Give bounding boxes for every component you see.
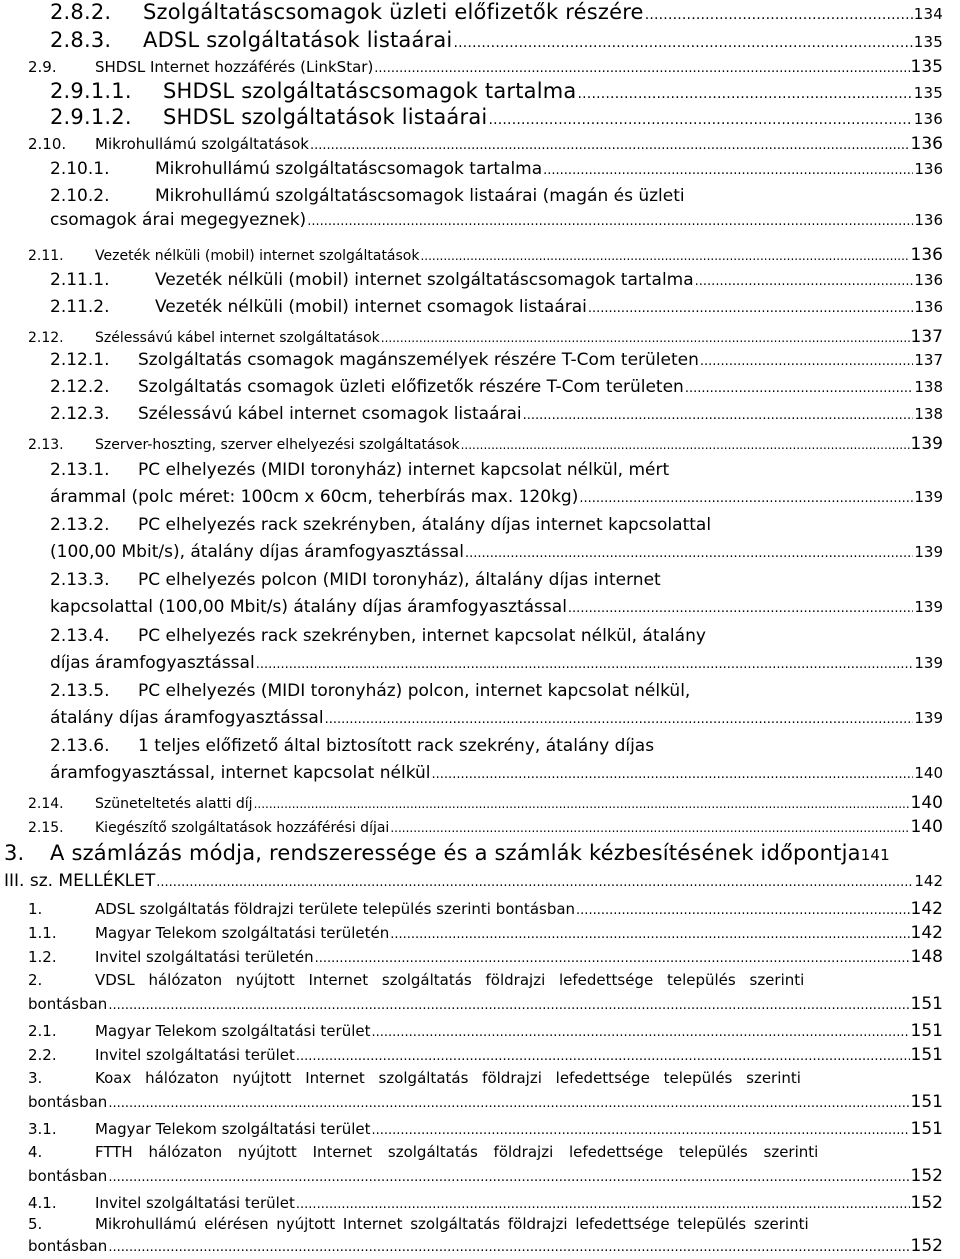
toc-leader [588,301,913,316]
toc-leader [645,7,913,23]
toc-entry[interactable] [50,515,943,562]
toc-page-number: 151 [910,994,943,1014]
toc-leader [296,1197,910,1212]
toc-entry[interactable] [28,1193,943,1213]
toc-page-number: 136 [914,271,943,289]
toc-title-continued: bontásban [28,1167,108,1185]
toc-leader [381,331,910,345]
toc-title: Mikrohullámú szolgáltatáscsomagok listaárai (magán és üzleti [155,186,685,206]
toc-title: SHDSL Internet hozzáférés (LinkStar) [95,58,374,76]
toc-title: Magyar Telekom szolgáltatási terület [95,1120,371,1138]
toc-entry[interactable] [28,817,943,837]
toc-leader [420,249,909,263]
toc-entry[interactable] [28,1045,943,1065]
toc-title: Vezeték nélküli (mobil) internet csomagok listaárai [155,297,587,317]
toc-page-number: 137 [914,351,943,369]
toc-page-number: 152 [910,1193,943,1213]
toc-number: 2.8.3. [50,28,112,52]
toc-entry[interactable] [28,793,943,813]
toc-entry[interactable] [28,923,943,943]
toc-number: 4.1. [28,1194,57,1212]
toc-number: 3.1. [28,1120,57,1138]
toc-page-number: 135 [913,84,943,102]
toc-page-number: 135 [913,33,943,51]
toc-page-number: 139 [910,434,943,454]
toc-title: Szolgáltatás csomagok üzleti előfizetők részére T-Com területen [138,377,684,397]
toc-page-number: 138 [914,378,943,396]
toc-entry[interactable] [28,1069,943,1112]
toc-number: 1. [28,900,43,918]
toc-page-number: 141 [860,846,890,864]
toc-title: Mikrohullámú szolgáltatáscsomagok tartalma [155,159,543,179]
toc-leader [579,491,913,506]
toc-title: Kiegészítő szolgáltatások hozzáférési díjai [95,820,390,836]
toc-title-continued: bontásban [28,1237,108,1255]
toc-title-continued: átalány díjas áramfogyasztással [50,708,324,728]
toc-leader [578,86,913,102]
toc-page-number: 148 [910,947,943,967]
toc-number: 2.10.1. [50,159,110,179]
toc-title: Magyar Telekom szolgáltatási területén [95,924,390,942]
toc-number: 2.9. [28,58,57,76]
toc-number: 1.1. [28,924,57,942]
toc-number: 2.12.2. [50,377,110,397]
toc-leader [256,657,914,672]
toc-leader [371,1025,909,1040]
toc-title: Invitel szolgáltatási területén [95,948,314,966]
toc-leader [695,274,914,289]
toc-leader [488,112,912,128]
toc-title: VDSL hálózaton nyújtott Internet szolgáltatás földrajzi lefedettsége település szerinti [95,971,805,989]
toc-leader [453,35,912,51]
toc-entry[interactable] [50,350,943,370]
toc-title-continued: bontásban [28,1093,108,1111]
toc-leader [461,438,910,452]
toc-leader [108,998,909,1013]
toc-number: 4. [28,1143,43,1161]
toc-title: PC elhelyezés rack szekrényben, internet kapcsolat nélkül, átalány [138,626,706,646]
toc-leader [254,797,910,811]
toc-entry[interactable] [28,327,943,347]
toc-leader [307,214,913,229]
toc-page-number: 134 [913,5,943,23]
toc-number: 2.13. [28,437,64,453]
toc-title: Szélessávú kábel internet szolgáltatások [95,330,380,346]
toc-leader [374,61,909,76]
toc-title: Szüneteltetés alatti díj [95,796,253,812]
toc-title: Magyar Telekom szolgáltatási terület [95,1022,371,1040]
toc-number: 2.13.6. [50,736,110,756]
toc-number: 3. [4,841,25,865]
toc-number: 1.2. [28,948,57,966]
toc-entry[interactable] [50,159,943,179]
toc-entry[interactable] [50,460,943,507]
toc-leader [432,767,914,782]
toc-title: Szolgáltatáscsomagok üzleti előfizetők részére [143,0,644,24]
toc-number: 2.13.4. [50,626,110,646]
toc-entry[interactable] [50,0,943,24]
toc-page-number: 136 [914,211,943,229]
toc-page-number: 139 [914,543,943,561]
toc-entry[interactable] [28,434,943,454]
toc-page-number: 140 [910,793,943,813]
toc-title: SHDSL szolgáltatáscsomagok tartalma [163,79,577,103]
toc-page-number: 140 [910,817,943,837]
toc-title: A számlázás módja, rendszeressége és a számlák kézbesítésének időpontja [50,841,861,865]
toc-title: ADSL szolgáltatások listaárai [143,28,453,52]
toc-page-number: 139 [914,488,943,506]
toc-number: 2.13.1. [50,460,110,480]
toc-number: 3. [28,1069,43,1087]
toc-entry[interactable] [50,404,943,424]
toc-title: PC elhelyezés (MIDI toronyház) polcon, internet kapcsolat nélkül, [138,681,691,701]
toc-number: 2.2. [28,1046,57,1064]
toc-title: PC elhelyezés (MIDI toronyház) internet kapcsolat nélkül, mért [138,460,670,480]
toc-number: 2.11. [28,248,64,264]
toc-leader [325,712,914,727]
toc-entry[interactable] [28,971,943,1014]
toc-entry[interactable] [28,134,943,154]
toc-number: 2.8.2. [50,0,112,24]
toc-page-number: 151 [910,1045,943,1065]
toc-page-number: 139 [914,598,943,616]
toc-title-continued: díjas áramfogyasztással [50,653,255,673]
toc-number: 2.9.1.2. [50,105,132,129]
toc-title-continued: bontásban [28,995,108,1013]
toc-title: 1 teljes előfizető által biztosított rack szekrény, átalány díjas [138,736,655,756]
toc-leader [108,1240,909,1255]
toc-leader [310,138,910,153]
toc-leader [156,875,913,890]
toc-title: Mikrohullámú szolgáltatások [95,135,309,153]
toc-page-number: 139 [914,654,943,672]
toc-page-number: 136 [913,110,943,128]
toc-number: 2.13.2. [50,515,110,535]
toc-title: Koax hálózaton nyújtott Internet szolgáltatás földrajzi lefedettsége település szerinti [95,1069,801,1087]
toc-title-continued: csomagok árai megegyeznek) [50,210,307,230]
toc-leader [108,1170,909,1185]
toc-title: Vezeték nélküli (mobil) internet szolgáltatáscsomagok tartalma [155,270,694,290]
toc-entry[interactable] [50,626,943,673]
toc-title: SHDSL szolgáltatások listaárai [163,105,488,129]
toc-number: 2.9.1.1. [50,79,132,103]
toc-page-number: 152 [910,1166,943,1186]
toc-title: Szélessávú kábel internet csomagok listaárai [138,404,522,424]
toc-entry[interactable] [28,1215,943,1256]
toc-number: 2.10. [28,135,67,153]
toc-entry[interactable] [50,681,943,728]
toc-leader [390,927,909,942]
toc-number: 2.11.2. [50,297,110,317]
toc-page-number: 137 [910,327,943,347]
toc-number: 2.10.2. [50,186,110,206]
toc-entry[interactable] [28,57,943,77]
toc-number: 2.12. [28,330,64,346]
toc-title-continued: (100,00 Mbit/s), átalány díjas áramfogyasztással [50,542,464,562]
toc-page-number: 151 [910,1021,943,1041]
toc-entry[interactable] [4,841,943,865]
toc-title: PC elhelyezés polcon (MIDI toronyház), általány díjas internet [138,570,661,590]
toc-title-continued: kapcsolattal (100,00 Mbit/s) átalány díjas áramfogyasztással [50,597,567,617]
toc-number: 2.12.1. [50,350,110,370]
toc-page-number: 138 [914,405,943,423]
toc-number: 2.15. [28,820,64,836]
toc-leader [523,408,914,423]
toc-page-number: 136 [910,134,943,154]
toc-number: 2.1. [28,1022,57,1040]
toc-leader [315,951,910,966]
toc-number: 2.11.1. [50,270,110,290]
toc-page-number: 136 [914,160,943,178]
toc-page-number: 142 [910,899,943,919]
toc-title: Szerver-hoszting, szerver elhelyezési szolgáltatások [95,437,460,453]
toc-page-number: 139 [914,709,943,727]
toc-title: Szolgáltatás csomagok magánszemélyek részére T-Com területen [138,350,699,370]
toc-page-number: 140 [914,764,943,782]
toc-page-number: 135 [910,57,943,77]
toc-entry[interactable] [28,1119,943,1139]
toc-title: FTTH hálózaton nyújtott Internet szolgáltatás földrajzi lefedettsége település szerinti [95,1143,819,1161]
toc-number: 5. [28,1215,43,1233]
toc-page-number: 151 [910,1119,943,1139]
toc-leader [576,903,910,918]
toc-leader [390,821,909,835]
toc-entry[interactable] [28,947,943,967]
toc-page-number: 142 [910,923,943,943]
toc-page-number: 151 [910,1092,943,1112]
toc-entry[interactable] [50,297,943,317]
toc-title: Mikrohullámú elérésen nyújtott Internet szolgáltatás földrajzi lefedettsége település szerinti [95,1215,809,1233]
toc-entry[interactable] [4,871,943,891]
toc-leader [296,1049,910,1064]
toc-number: 2.13.3. [50,570,110,590]
toc-number: 2.14. [28,796,64,812]
toc-leader [465,546,913,561]
toc-entry[interactable] [50,79,943,103]
toc-leader [568,601,913,616]
toc-entry[interactable] [50,105,943,129]
toc-title: Vezeték nélküli (mobil) internet szolgáltatások [95,248,420,264]
toc-entry[interactable] [28,1021,943,1041]
toc-title: III. sz. MELLÉKLET [4,871,156,891]
toc-leader [543,163,913,178]
toc-number: 2.13.5. [50,681,110,701]
toc-entry[interactable] [50,736,943,783]
toc-leader [685,381,914,396]
toc-number: 2. [28,971,43,989]
toc-title: PC elhelyezés rack szekrényben, átalány díjas internet kapcsolattal [138,515,712,535]
toc-number: 2.12.3. [50,404,110,424]
toc-entry[interactable] [28,1143,943,1186]
toc-leader [371,1123,909,1138]
toc-entry[interactable] [50,28,943,52]
toc-entry[interactable] [50,377,943,397]
toc-title-continued: áramfogyasztással, internet kapcsolat nélkül [50,763,431,783]
toc-page-number: 142 [914,872,943,890]
toc-entry[interactable] [50,186,943,230]
toc-entry[interactable] [50,270,943,290]
toc-leader [108,1096,909,1111]
toc-entry[interactable] [28,245,943,265]
toc-title: Invitel szolgáltatási terület [95,1194,295,1212]
toc-page-number: 152 [910,1236,943,1256]
toc-title: ADSL szolgáltatás földrajzi területe település szerinti bontásban [95,900,576,918]
toc-leader [700,354,913,369]
toc-entry[interactable] [28,899,943,919]
toc-entry[interactable] [50,570,943,617]
toc-page-number: 136 [914,298,943,316]
toc-title: Invitel szolgáltatási terület [95,1046,295,1064]
toc-title-continued: árammal (polc méret: 100cm x 60cm, teherbírás max. 120kg) [50,487,579,507]
toc-page-number: 136 [910,245,943,265]
